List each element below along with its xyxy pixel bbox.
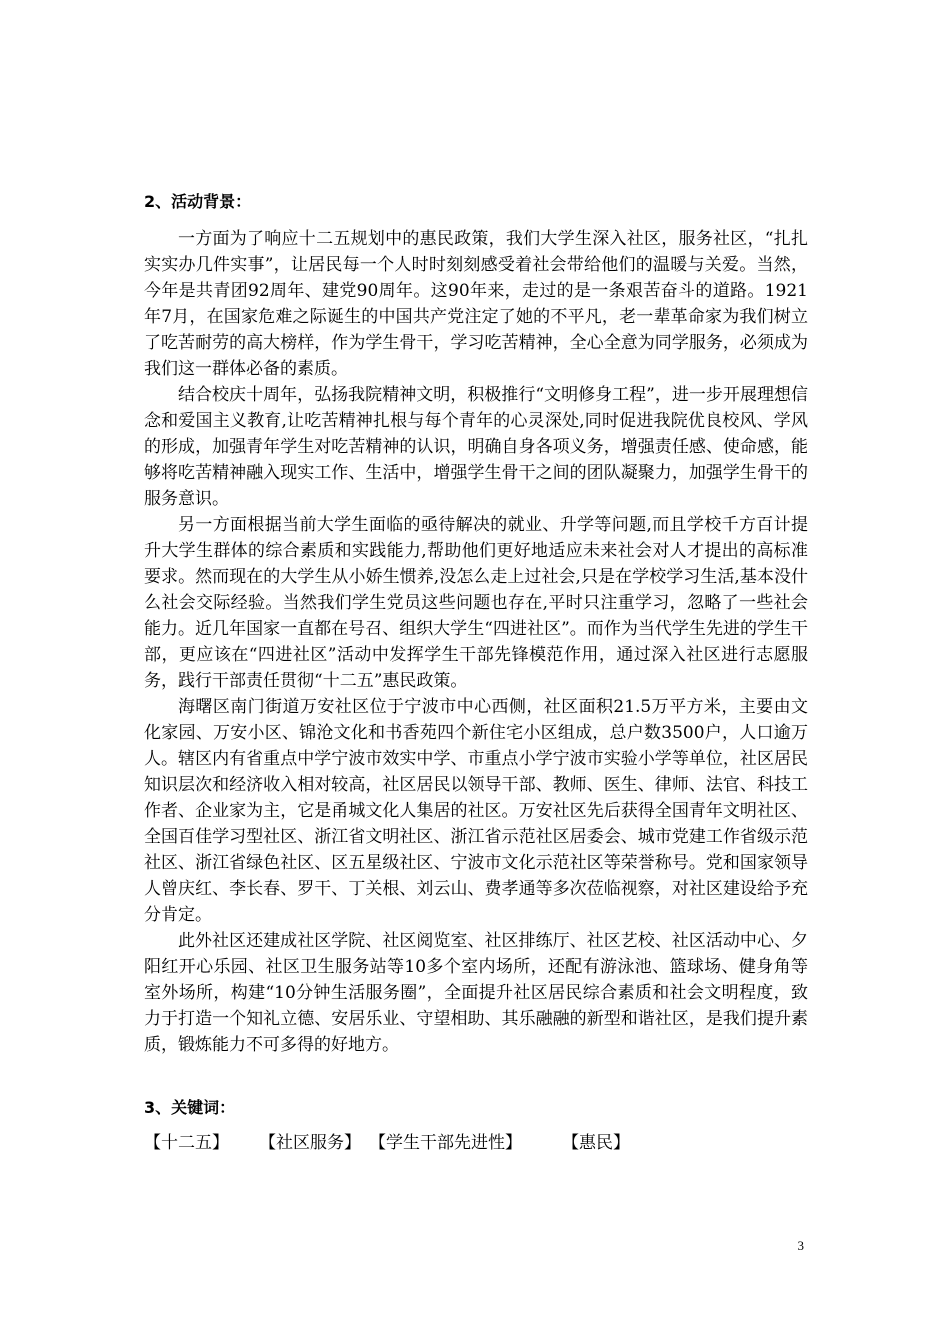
section-heading-background: 2、活动背景： xyxy=(144,192,252,211)
page-number: 3 xyxy=(797,1238,804,1253)
paragraph-4: 海曙区南门街道万安社区位于宁波市中心西侧，社区面积21.5万平方米，主要由文化家园、万安小区、锦沧文化和书香苑四个新住宅小区组成，总户数3500户，人口逾万人。辖区内有省重点中学宁波市效实中学、市重点小学宁波市实验小学等单位，社区居民知识层次和经济收入相对较高，社区居民以领导干部、教师、医生、律师、法官、科技工作者、企业家为主，它是甬城文化人集居的社区。万安社区先后获得全国青年文明社区、全国百佳学习型社区、浙江省文明社区、浙江省示范社区居委会、城市党建工作省级示范社区、浙江省绿色社区、区五星级社区、宁波市文化示范社区等荣誉称号。党和国家领导人曾庆红、李长春、罗干、丁关根、刘云山、费孝通等多次莅临视察，对社区建设给予充分肯定。 xyxy=(144,697,808,925)
keyword-list xyxy=(144,1130,808,1156)
paragraph-1: 一方面为了响应十二五规划中的惠民政策，我们大学生深入社区，服务社区，“扎扎实实办几件实事”，让居民每一个人时时刻刻感受着社会带给他们的温暖与关爱。当然，今年是共青团92周年、建党90周年。这90年来，走过的是一条艰苦奋斗的道路。1921年7月，在国家危难之际诞生的中国共产党注定了她的不平凡，老一辈革命家为我们树立了吃苦耐劳的高大榜样，作为学生骨干，学习吃苦精神，全心全意为同学服务，必须成为我们这一群体必备的素质。 xyxy=(144,229,808,379)
keyword-item: 【学生干部先进性】 xyxy=(369,1133,522,1153)
section-heading-keywords: 3、关键词： xyxy=(144,1098,236,1117)
paragraph-5: 此外社区还建成社区学院、社区阅览室、社区排练厅、社区艺校、社区活动中心、夕阳红开心乐园、社区卫生服务站等10多个室内场所，还配有游泳池、篮球场、健身角等室外场所，构建“10分钟生活服务圈”，全面提升社区居民综合素质和社会文明程度，致力于打造一个知礼立德、安居乐业、守望相助、其乐融融的新型和谐社区，是我们提升素质，锻炼能力不可多得的好地方。 xyxy=(144,931,808,1055)
paragraph-2: 结合校庆十周年，弘扬我院精神文明，积极推行“文明修身工程”，进一步开展理想信念和爱国主义教育,让吃苦精神扎根与每个青年的心灵深处,同时促进我院优良校风、学风的形成，加强青年学生对吃苦精神的认识，明确自身各项义务，增强责任感、使命感，能够将吃苦精神融入现实工作、生活中，增强学生骨干之间的团队凝聚力，加强学生骨干的服务意识。 xyxy=(144,385,808,509)
keyword-item: 【社区服务】 xyxy=(259,1133,361,1153)
keyword-item: 【十二五】 xyxy=(144,1133,229,1153)
paragraph-3: 另一方面根据当前大学生面临的亟待解决的就业、升学等问题,而且学校千方百计提升大学生群体的综合素质和实践能力,帮助他们更好地适应未来社会对人才提出的高标准要求。然而现在的大学生从小娇生惯养,没怎么走上过社会,只是在学校学习生活,基本没什么社会交际经验。当然我们学生党员这些问题也存在,平时只注重学习，忽略了一些社会能力。近几年国家一直都在号召、组织大学生“四进社区”。而作为当代学生先进的学生干部，更应该在“四进社区”活动中发挥学生干部先锋模范作用，通过深入社区进行志愿服务，践行干部责任贯彻“十二五”惠民政策。 xyxy=(144,515,808,691)
section-spacer xyxy=(144,1058,808,1096)
page-content xyxy=(144,190,808,1156)
keyword-item: 【惠民】 xyxy=(562,1133,630,1153)
